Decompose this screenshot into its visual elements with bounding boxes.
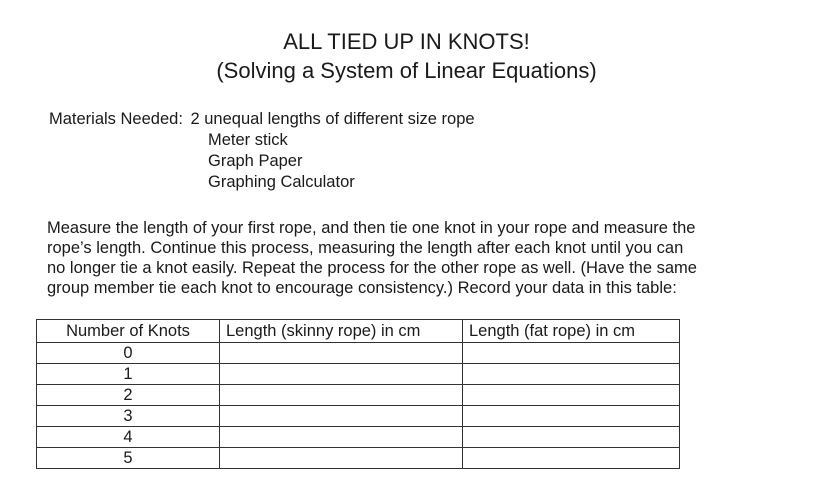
table-row [37,385,680,406]
table-row [37,364,680,385]
fat-length-cell[interactable] [463,406,680,427]
fat-length-cell[interactable] [463,364,680,385]
fat-length-cell[interactable] [463,343,680,364]
table-header-row [37,320,680,343]
instructions-line: group member tie each knot to encourage consistency.) Record your data in this table: [47,279,677,297]
skinny-length-cell[interactable] [220,343,463,364]
table-row [37,343,680,364]
skinny-length-cell[interactable] [220,427,463,448]
knots-cell: 2 [37,385,220,406]
materials-section [49,109,475,193]
page-subtitle: (Solving a System of Linear Equations) [216,58,597,83]
instructions-line: rope’s length. Continue this process, measuring the length after each knot until you can [47,239,684,257]
skinny-length-cell[interactable] [220,448,463,469]
materials-item: 2 unequal lengths of different size rope [190,110,475,128]
header-fat-rope: Length (fat rope) in cm [463,320,680,343]
materials-label: Materials Needed: [49,110,183,128]
fat-length-cell[interactable] [463,448,680,469]
materials-item: Meter stick [208,131,288,149]
data-table [36,319,680,469]
skinny-length-cell[interactable] [220,364,463,385]
materials-first-line [49,109,475,130]
instructions-paragraph [47,218,787,298]
knots-cell: 5 [37,448,220,469]
knots-cell: 1 [37,364,220,385]
skinny-length-cell[interactable] [220,385,463,406]
materials-item: Graphing Calculator [208,173,355,191]
materials-item: Graph Paper [208,152,303,170]
fat-length-cell[interactable] [463,427,680,448]
knots-cell: 0 [37,343,220,364]
table-row [37,427,680,448]
table-row [37,448,680,469]
fat-length-cell[interactable] [463,385,680,406]
header-skinny-rope: Length (skinny rope) in cm [220,320,463,343]
knots-cell: 3 [37,406,220,427]
page-title: ALL TIED UP IN KNOTS! [283,29,530,54]
table-row [37,406,680,427]
instructions-line: Measure the length of your first rope, and then tie one knot in your rope and measure the [47,219,696,237]
instructions-line: no longer tie a knot easily. Repeat the process for the other rope as well. (Have the same [47,259,697,277]
header-number-of-knots: Number of Knots [37,320,220,343]
knots-cell: 4 [37,427,220,448]
skinny-length-cell[interactable] [220,406,463,427]
